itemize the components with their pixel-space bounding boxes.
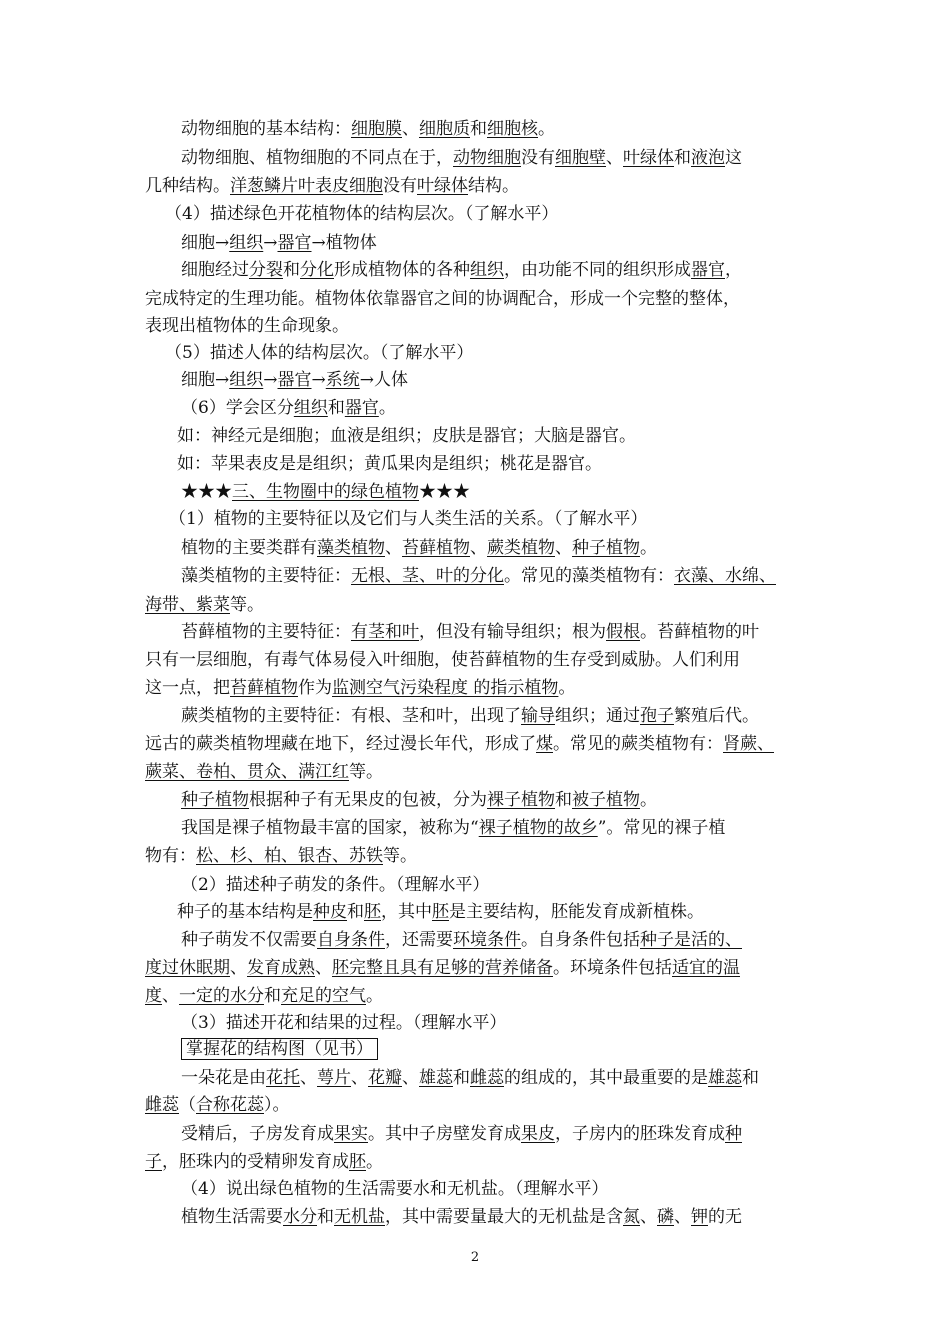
underlined-term: 雌蕊 bbox=[470, 1068, 504, 1088]
underlined-term: 松、杉、柏、银杏、苏铁 bbox=[196, 846, 383, 866]
text-line bbox=[145, 315, 810, 337]
underlined-term: 花瓣 bbox=[368, 1068, 402, 1088]
text-run: 我国是裸子植物最丰富的国家，被称为“ bbox=[181, 818, 479, 838]
text-run: 植物生活需要 bbox=[181, 1207, 283, 1227]
underlined-term: 苔藓植物 bbox=[402, 538, 470, 558]
text-run: （3）描述开花和结果的过程。（理解水平） bbox=[181, 1013, 507, 1033]
underlined-term: 度 bbox=[145, 986, 162, 1006]
text-run: 和 bbox=[742, 1068, 759, 1088]
text-run: 、 bbox=[300, 1068, 317, 1088]
underlined-term: 果皮 bbox=[521, 1124, 555, 1144]
underlined-term: 雄蕊 bbox=[419, 1068, 453, 1088]
text-run: →人体 bbox=[359, 370, 408, 390]
text-run: 。 bbox=[366, 1152, 383, 1172]
underlined-term: 无根、茎、叶的分化 bbox=[351, 566, 504, 586]
underlined-term: 组织 bbox=[293, 398, 328, 418]
underlined-term: 输导 bbox=[521, 706, 555, 726]
text-run: 和 bbox=[453, 1068, 470, 1088]
text-line bbox=[145, 733, 810, 755]
text-line bbox=[145, 621, 846, 643]
text-line bbox=[145, 761, 810, 783]
underlined-term: 三、生物圈中的绿色植物 bbox=[232, 482, 419, 502]
text-line bbox=[145, 508, 834, 530]
text-run: 和 bbox=[674, 148, 691, 168]
text-line bbox=[145, 985, 810, 1007]
text-run: 。苔藓植物的叶 bbox=[640, 622, 759, 642]
text-run: 这一点，把 bbox=[145, 678, 230, 698]
underlined-term: 细胞壁 bbox=[555, 148, 606, 168]
text-line bbox=[145, 594, 810, 616]
text-run: 形成植物体的各种 bbox=[334, 260, 470, 280]
text-line bbox=[145, 1038, 846, 1060]
text-run: 细胞→ bbox=[181, 370, 230, 390]
text-run: 。常见的蕨类植物有： bbox=[553, 734, 723, 754]
text-run: → bbox=[263, 370, 278, 390]
text-line bbox=[145, 453, 842, 475]
underlined-term: 钾 bbox=[691, 1207, 708, 1227]
text-run: 。 bbox=[378, 398, 396, 418]
text-run: ，还需要 bbox=[385, 930, 453, 950]
text-line bbox=[145, 203, 830, 225]
text-run: 、 bbox=[351, 1068, 368, 1088]
underlined-term: 海带、紫菜 bbox=[145, 595, 230, 615]
underlined-term: 胚 bbox=[432, 902, 449, 922]
text-run: 和 bbox=[470, 119, 487, 139]
underlined-term: 苔藓植物 bbox=[230, 678, 298, 698]
text-run: 繁殖后代。 bbox=[674, 706, 759, 726]
text-run: 、 bbox=[555, 538, 572, 558]
text-line bbox=[145, 425, 842, 447]
underlined-term: 氮 bbox=[623, 1207, 640, 1227]
text-run: 的组成的，其中最重要的是 bbox=[504, 1068, 708, 1088]
underlined-term: 果实 bbox=[334, 1124, 368, 1144]
text-run: 苔藓植物的主要特征： bbox=[181, 622, 351, 642]
text-line bbox=[145, 1012, 846, 1034]
text-run: 组织；通过 bbox=[555, 706, 640, 726]
text-run: 受精后，子房发育成 bbox=[181, 1124, 334, 1144]
boxed-text: 掌握花的结构图（见书） bbox=[181, 1038, 378, 1060]
text-run: ，胚珠内的受精卵发育成 bbox=[162, 1152, 349, 1172]
text-run: 、 bbox=[402, 1068, 419, 1088]
text-line bbox=[145, 845, 810, 867]
text-run: ，由功能不同的组织形成 bbox=[504, 260, 691, 280]
underlined-term: 子 bbox=[145, 1152, 162, 1172]
text-run: （6）学会区分 bbox=[181, 398, 294, 418]
underlined-term: 种皮 bbox=[313, 902, 347, 922]
page-number: 2 bbox=[470, 1250, 480, 1265]
underlined-term: 发育成熟 bbox=[247, 958, 315, 978]
underlined-term: 胚 bbox=[349, 1152, 366, 1172]
underlined-term: 液泡 bbox=[691, 148, 725, 168]
underlined-term: 组织 bbox=[229, 233, 264, 253]
text-run: 、 bbox=[385, 538, 402, 558]
text-run: （ bbox=[179, 1095, 196, 1115]
text-run: ，其中需要量最大的无机盐是含 bbox=[385, 1207, 623, 1227]
text-run: 和 bbox=[327, 398, 345, 418]
underlined-term: 种子植物 bbox=[572, 538, 640, 558]
text-run: 等。 bbox=[349, 762, 383, 782]
text-run: 。 bbox=[640, 790, 657, 810]
underlined-term: 磷 bbox=[657, 1207, 674, 1227]
underlined-term: 有茎和叶 bbox=[351, 622, 419, 642]
text-line bbox=[145, 259, 846, 281]
text-run: 等。 bbox=[230, 595, 264, 615]
underlined-term: 萼片 bbox=[317, 1068, 351, 1088]
text-line bbox=[145, 649, 810, 671]
text-run: 。自身条件包括 bbox=[521, 930, 640, 950]
text-line bbox=[145, 817, 846, 839]
text-line bbox=[145, 1206, 846, 1228]
underlined-term: 裸子植物 bbox=[487, 790, 555, 810]
underlined-term: 适宜的温 bbox=[672, 958, 740, 978]
text-run: 、 bbox=[640, 1207, 657, 1227]
text-run: 和 bbox=[264, 986, 281, 1006]
text-line bbox=[145, 118, 846, 140]
text-run: 根据种子有无果皮的包被，分为 bbox=[249, 790, 487, 810]
text-line bbox=[145, 677, 810, 699]
underlined-term: 叶绿体 bbox=[417, 176, 468, 196]
text-run: 、 bbox=[162, 986, 179, 1006]
text-line bbox=[145, 175, 810, 197]
text-run: 藻类植物的主要特征： bbox=[181, 566, 351, 586]
text-run: ”。常见的裸子植 bbox=[597, 818, 726, 838]
text-run: 、 bbox=[230, 958, 247, 978]
underlined-term: 细胞核 bbox=[487, 119, 538, 139]
underlined-term: 无机盐 bbox=[334, 1207, 385, 1227]
text-run: 。 bbox=[558, 678, 576, 698]
text-line bbox=[145, 369, 846, 391]
underlined-term: 器官 bbox=[277, 233, 312, 253]
text-line bbox=[145, 481, 846, 503]
underlined-term: 裸子植物的故乡 bbox=[478, 818, 598, 838]
text-run: 的无 bbox=[708, 1207, 742, 1227]
underlined-term: 一定的水分 bbox=[179, 986, 264, 1006]
underlined-term: 蕨菜、卷柏、贯众、满江红 bbox=[145, 762, 349, 782]
text-line bbox=[145, 565, 846, 587]
text-run: （4）描述绿色开花植物体的结构层次。（了解水平） bbox=[165, 204, 559, 224]
underlined-term: 煤 bbox=[536, 734, 553, 754]
text-run: 。常见的藻类植物有： bbox=[504, 566, 674, 586]
text-line bbox=[145, 1067, 846, 1089]
underlined-term: 花托 bbox=[266, 1068, 300, 1088]
underlined-term: 肾蕨、 bbox=[723, 734, 774, 754]
text-run: 如：苹果表皮是是组织；黄瓜果肉是组织；桃花是器官。 bbox=[177, 454, 602, 474]
text-run: 是主要结构，胚能发育成新植株。 bbox=[449, 902, 704, 922]
text-run: 作为 bbox=[298, 678, 332, 698]
text-run: ★★★ bbox=[181, 482, 232, 502]
underlined-term: 合称花蕊 bbox=[196, 1095, 264, 1115]
text-run: 物有： bbox=[145, 846, 196, 866]
text-run: ，子房内的胚珠发育成 bbox=[555, 1124, 725, 1144]
underlined-term: 胚 bbox=[364, 902, 381, 922]
underlined-term: 洋葱鳞片叶表皮细胞 bbox=[230, 176, 383, 196]
underlined-term: 种子是活的、 bbox=[640, 930, 742, 950]
text-run: 、 bbox=[402, 119, 419, 139]
text-run: ，其中 bbox=[381, 902, 432, 922]
text-line bbox=[145, 1178, 846, 1200]
underlined-term: 被子植物 bbox=[572, 790, 640, 810]
text-run: 和 bbox=[283, 260, 300, 280]
text-run: （4）说出绿色植物的生活需要水和无机盐。（理解水平） bbox=[181, 1179, 609, 1199]
text-line bbox=[145, 901, 842, 923]
text-run: 只有一层细胞，有毒气体易侵入叶细胞，使苔藓植物的生存受到威胁。人们利用 bbox=[145, 650, 740, 670]
text-run: 这 bbox=[725, 148, 742, 168]
text-line bbox=[145, 288, 810, 310]
text-run: → bbox=[263, 233, 278, 253]
underlined-term: 器官 bbox=[277, 370, 312, 390]
underlined-term: 衣藻、水绵、 bbox=[674, 566, 776, 586]
text-run: 。其中子房壁发育成 bbox=[368, 1124, 521, 1144]
underlined-term: 度过休眠期 bbox=[145, 958, 230, 978]
underlined-term: 种 bbox=[725, 1124, 742, 1144]
text-run: 。 bbox=[640, 538, 657, 558]
underlined-term: 监测空气污染程度 的指示植物 bbox=[332, 678, 559, 698]
underlined-term: 孢子 bbox=[640, 706, 674, 726]
text-run: ★★★ bbox=[419, 482, 470, 502]
underlined-term: 动物细胞 bbox=[453, 148, 521, 168]
underlined-term: 器官 bbox=[344, 398, 379, 418]
text-run: 没有 bbox=[521, 148, 555, 168]
text-line bbox=[145, 342, 830, 364]
underlined-term: 叶绿体 bbox=[623, 148, 674, 168]
text-run: 动物细胞的基本结构： bbox=[181, 119, 351, 139]
underlined-term: 种子植物 bbox=[181, 790, 249, 810]
text-line bbox=[145, 397, 846, 419]
text-run: ， bbox=[725, 260, 742, 280]
underlined-term: 组织 bbox=[470, 260, 504, 280]
underlined-term: 分化 bbox=[300, 260, 334, 280]
text-run: （2）描述种子萌发的条件。（理解水平） bbox=[181, 875, 490, 895]
text-line bbox=[145, 929, 846, 951]
text-run: 和 bbox=[555, 790, 572, 810]
underlined-term: 器官 bbox=[691, 260, 725, 280]
underlined-term: 系统 bbox=[325, 370, 360, 390]
text-line bbox=[145, 232, 846, 254]
text-run: 动物细胞、植物细胞的不同点在于， bbox=[181, 148, 453, 168]
text-line bbox=[145, 1123, 846, 1145]
text-line bbox=[145, 1151, 810, 1173]
text-run: 、 bbox=[315, 958, 332, 978]
underlined-term: 分裂 bbox=[249, 260, 283, 280]
underlined-term: 自身条件 bbox=[317, 930, 385, 950]
text-run: → bbox=[311, 370, 326, 390]
underlined-term: 细胞膜 bbox=[351, 119, 402, 139]
text-run: →植物体 bbox=[311, 233, 377, 253]
text-line bbox=[145, 789, 846, 811]
underlined-term: 胚完整且具有足够的营养储备 bbox=[332, 958, 553, 978]
underlined-term: 环境条件 bbox=[453, 930, 521, 950]
text-run: 细胞经过 bbox=[181, 260, 249, 280]
text-run: 、 bbox=[470, 538, 487, 558]
text-run: 。 bbox=[366, 986, 383, 1006]
text-run: 。环境条件包括 bbox=[553, 958, 672, 978]
text-run: 完成特定的生理功能。植物体依靠器官之间的协调配合，形成一个完整的整体， bbox=[145, 289, 740, 309]
text-line bbox=[145, 1094, 810, 1116]
text-run: （5）描述人体的结构层次。（了解水平） bbox=[165, 343, 474, 363]
text-run: 蕨类植物的主要特征：有根、茎和叶，出现了 bbox=[181, 706, 521, 726]
underlined-term: 蕨类植物 bbox=[487, 538, 555, 558]
text-run: （1）植物的主要特征以及它们与人类生活的关系。（了解水平） bbox=[169, 509, 648, 529]
text-line bbox=[145, 537, 846, 559]
text-line bbox=[145, 147, 846, 169]
text-line bbox=[145, 705, 846, 727]
text-run: 、 bbox=[674, 1207, 691, 1227]
text-run: 几种结构。 bbox=[145, 176, 230, 196]
text-run: 如：神经元是细胞；血液是组织；皮肤是器官；大脑是器官。 bbox=[177, 426, 636, 446]
text-run: 。 bbox=[538, 119, 555, 139]
underlined-term: 水分 bbox=[283, 1207, 317, 1227]
text-line bbox=[145, 957, 810, 979]
text-line bbox=[145, 874, 846, 896]
underlined-term: 假根 bbox=[606, 622, 640, 642]
underlined-term: 细胞质 bbox=[419, 119, 470, 139]
text-run: 等。 bbox=[383, 846, 417, 866]
text-run: 植物的主要类群有 bbox=[181, 538, 317, 558]
underlined-term: 雄蕊 bbox=[708, 1068, 742, 1088]
text-run: 种子萌发不仅需要 bbox=[181, 930, 317, 950]
text-run: 结构。 bbox=[468, 176, 519, 196]
text-run: 、 bbox=[606, 148, 623, 168]
text-run: 远古的蕨类植物埋藏在地下，经过漫长年代，形成了 bbox=[145, 734, 536, 754]
text-run: 和 bbox=[317, 1207, 334, 1227]
text-run: 一朵花是由 bbox=[181, 1068, 266, 1088]
text-run: 没有 bbox=[383, 176, 417, 196]
underlined-term: 组织 bbox=[229, 370, 264, 390]
text-run: ，但没有输导组织；根为 bbox=[419, 622, 606, 642]
underlined-term: 雌蕊 bbox=[145, 1095, 179, 1115]
text-run: 表现出植物体的生命现象。 bbox=[145, 316, 349, 336]
text-run: ）。 bbox=[264, 1095, 290, 1115]
text-run: 细胞→ bbox=[181, 233, 230, 253]
text-run: 和 bbox=[347, 902, 364, 922]
text-run: 种子的基本结构是 bbox=[177, 902, 313, 922]
underlined-term: 藻类植物 bbox=[317, 538, 385, 558]
underlined-term: 充足的空气 bbox=[281, 986, 366, 1006]
